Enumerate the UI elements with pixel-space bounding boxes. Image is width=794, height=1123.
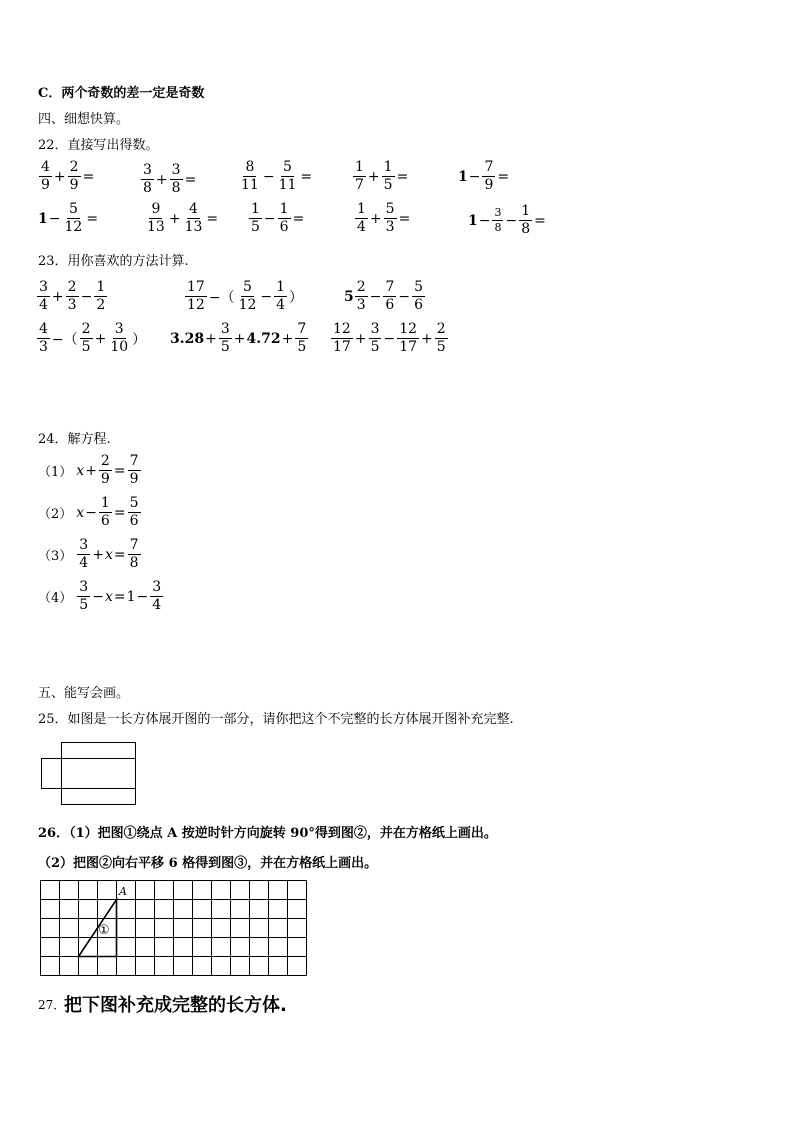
q22-r2-e4: $\frac{1}{4}$ + $\frac{5}{3}$ = bbox=[357, 201, 411, 236]
section-5-heading: 五、能写会画。 bbox=[38, 686, 130, 701]
question-25: 25．如图是一长方体展开图的一部分，请你把这个不完整的长方体展开图补充完整. bbox=[38, 712, 514, 727]
q23-e1: $\frac{3}{4}$ + $\frac{2}{3}$ − $\frac{1}{2}$ bbox=[39, 279, 106, 314]
question-23: 23．用你喜欢的方法计算. bbox=[38, 254, 189, 269]
q22-r2-e1: 1 − $\frac{5}{12}$ = bbox=[38, 201, 99, 236]
q24-eq2: （2） x − $\frac{1}{6}$ = $\frac{5}{6}$ bbox=[38, 495, 139, 530]
net-main-rect bbox=[62, 743, 136, 805]
question-27-number: 27． bbox=[38, 998, 66, 1012]
cuboid-net-figure bbox=[38, 738, 142, 808]
q23-e5: 3.28 + $\frac{3}{5}$ + 4.72 + $\frac{7}{5}$ bbox=[170, 321, 307, 356]
question-27-text: 把下图补充成完整的长方体. bbox=[64, 995, 287, 1016]
point-a-label: A bbox=[119, 885, 127, 898]
q22-r2-e3: $\frac{1}{5}$ − $\frac{1}{6}$ = bbox=[251, 201, 305, 236]
grid-paper bbox=[40, 880, 308, 976]
shape-1-label: ① bbox=[98, 923, 110, 938]
q24-eq1: （1） x + $\frac{2}{9}$ = $\frac{7}{9}$ bbox=[38, 453, 139, 488]
q22-r1-e1: $\frac{4}{9}$ + $\frac{2}{9}$ = bbox=[41, 159, 95, 194]
question-22: 22．直接写出得数。 bbox=[38, 138, 159, 153]
net-side-face bbox=[42, 759, 62, 789]
q24-eq3: （3） $\frac{3}{4}$ + x = $\frac{7}{8}$ bbox=[38, 537, 139, 572]
question-26-part1: 26．（1）把图①绕点 A 按逆时针方向旋转 90°得到图②，并在方格纸上画出。 bbox=[38, 826, 497, 841]
q22-r2-e2: $\frac{9}{13}$ + $\frac{4}{13}$ = bbox=[147, 201, 219, 236]
question-26-part2: （2）把图②向右平移 6 格得到图③，并在方格纸上画出。 bbox=[38, 856, 378, 871]
q23-e4: $\frac{4}{3}$ −（ $\frac{2}{5}$ + $\frac{3}{10}$ ） bbox=[39, 321, 147, 356]
option-c: C．两个奇数的差一定是奇数 bbox=[38, 86, 205, 101]
q22-r1-e4: $\frac{1}{7}$ + $\frac{1}{5}$ = bbox=[355, 159, 409, 194]
q22-r2-e5: 1 − $\frac{3}{8}$ − $\frac{1}{8}$ = bbox=[468, 203, 546, 238]
section-4-heading: 四、细想快算。 bbox=[38, 112, 130, 127]
q22-r1-e2: $\frac{3}{8}$ + $\frac{3}{8}$ = bbox=[143, 162, 197, 197]
q22-r1-e5: 1 − $\frac{7}{9}$ = bbox=[458, 159, 510, 194]
q23-e3: 5 $\frac{2}{3}$ − $\frac{7}{6}$ − $\frac{5}{6}$ bbox=[344, 279, 423, 314]
q24-eq4: （4） $\frac{3}{5}$ − x = 1 − $\frac{3}{4}$ bbox=[38, 579, 162, 614]
q23-e2: $\frac{17}{12}$ −（ $\frac{5}{12}$ − $\frac{1}{4}$ ） bbox=[187, 279, 304, 314]
q22-r1-e3: $\frac{8}{11}$ − $\frac{5}{11}$ = bbox=[241, 159, 313, 194]
q23-e6: $\frac{12}{17}$ + $\frac{3}{5}$ − $\frac{12}{17}$ + $\frac{2}{5}$ bbox=[333, 321, 446, 356]
question-24: 24．解方程. bbox=[38, 432, 111, 447]
